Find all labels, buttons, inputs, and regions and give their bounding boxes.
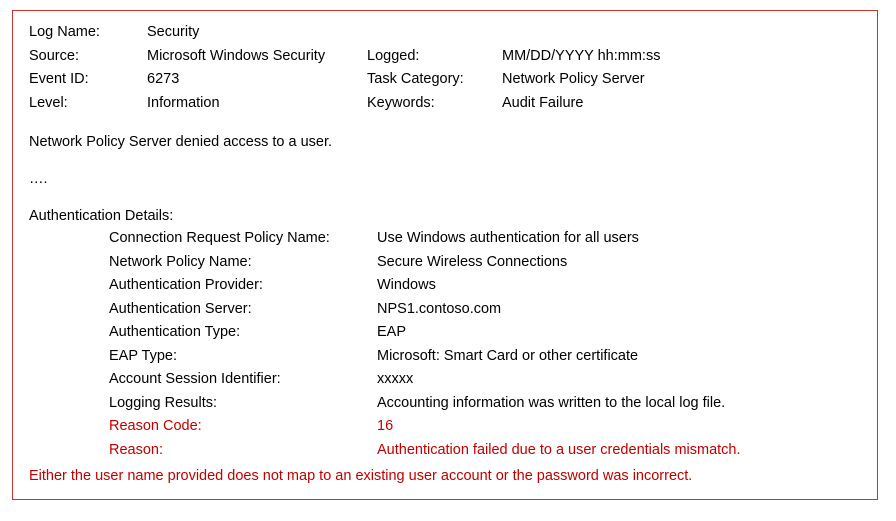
authentication-details-title: Authentication Details: bbox=[29, 208, 174, 224]
error-footer-text: Either the user name provided does not map to an existing user account or the password was incorrect. bbox=[29, 468, 693, 484]
table-row bbox=[29, 25, 660, 49]
spacer bbox=[29, 150, 861, 172]
detail-value: NPS1.contoso.com bbox=[377, 300, 502, 317]
table-row bbox=[29, 349, 741, 373]
event-ellipsis: …. bbox=[29, 170, 48, 187]
detail-value-reason: Authentication failed due to a user credentials mismatch. bbox=[377, 441, 741, 458]
header-value-secondary: MM/DD/YYYY hh:mm:ss bbox=[502, 47, 661, 64]
header-value-secondary: Audit Failure bbox=[502, 94, 584, 111]
table-row bbox=[29, 419, 741, 443]
row-indent bbox=[29, 349, 109, 373]
detail-value: Windows bbox=[377, 277, 436, 293]
header-label: Log Name: bbox=[29, 24, 100, 40]
header-value-secondary: Network Policy Server bbox=[502, 71, 645, 87]
header-value: Microsoft Windows Security bbox=[147, 47, 326, 64]
detail-value: Use Windows authentication for all users bbox=[377, 230, 639, 246]
header-label: Level: bbox=[29, 94, 68, 111]
table-row bbox=[29, 278, 741, 302]
row-indent bbox=[29, 396, 109, 420]
row-indent bbox=[29, 302, 109, 326]
row-indent bbox=[29, 255, 109, 279]
authentication-details-table bbox=[29, 231, 741, 466]
detail-label-reason: Reason: bbox=[109, 441, 164, 458]
table-row bbox=[29, 396, 741, 420]
detail-label-reason-code: Reason Code: bbox=[109, 418, 202, 434]
authentication-details-body bbox=[29, 231, 741, 466]
detail-value: xxxxx bbox=[377, 371, 414, 387]
row-indent bbox=[29, 278, 109, 302]
detail-value: EAP bbox=[377, 324, 407, 340]
detail-label: Connection Request Policy Name: bbox=[109, 230, 330, 246]
table-row bbox=[29, 325, 741, 349]
table-row bbox=[29, 372, 741, 396]
row-indent bbox=[29, 325, 109, 349]
table-row bbox=[29, 72, 660, 96]
detail-label: Authentication Provider: bbox=[109, 277, 263, 293]
event-header-body bbox=[29, 25, 660, 119]
header-label-secondary: Logged: bbox=[367, 47, 420, 64]
row-indent bbox=[29, 419, 109, 443]
header-label-secondary: Keywords: bbox=[367, 94, 435, 111]
detail-label: EAP Type: bbox=[109, 347, 177, 364]
header-value: 6273 bbox=[147, 71, 180, 87]
header-label-secondary: Task Category: bbox=[367, 71, 464, 87]
detail-value: Accounting information was written to the local log file. bbox=[377, 394, 726, 411]
detail-value: Microsoft: Smart Card or other certificate bbox=[377, 347, 639, 364]
detail-label: Network Policy Name: bbox=[109, 253, 252, 270]
event-log-card bbox=[12, 10, 878, 500]
table-row bbox=[29, 302, 741, 326]
row-indent bbox=[29, 443, 109, 467]
header-label: Event ID: bbox=[29, 71, 89, 87]
table-row bbox=[29, 96, 660, 120]
detail-value: Secure Wireless Connections bbox=[377, 253, 568, 270]
header-value: Information bbox=[147, 94, 220, 111]
detail-label: Authentication Server: bbox=[109, 300, 252, 317]
table-row bbox=[29, 231, 741, 255]
header-label-secondary bbox=[367, 25, 502, 49]
header-label: Source: bbox=[29, 47, 79, 64]
detail-label: Logging Results: bbox=[109, 394, 218, 411]
table-row bbox=[29, 443, 741, 467]
table-row bbox=[29, 49, 660, 73]
header-value-secondary bbox=[502, 25, 660, 49]
table-row bbox=[29, 255, 741, 279]
event-description: Network Policy Server denied access to a user. bbox=[29, 134, 333, 150]
event-header-table bbox=[29, 25, 660, 119]
row-indent bbox=[29, 372, 109, 396]
spacer bbox=[29, 186, 861, 208]
detail-label: Authentication Type: bbox=[109, 324, 241, 340]
header-value: Security bbox=[147, 24, 200, 40]
detail-value-reason-code: 16 bbox=[377, 418, 394, 434]
spacer bbox=[29, 119, 861, 135]
row-indent bbox=[29, 231, 109, 255]
detail-label: Account Session Identifier: bbox=[109, 371, 281, 387]
